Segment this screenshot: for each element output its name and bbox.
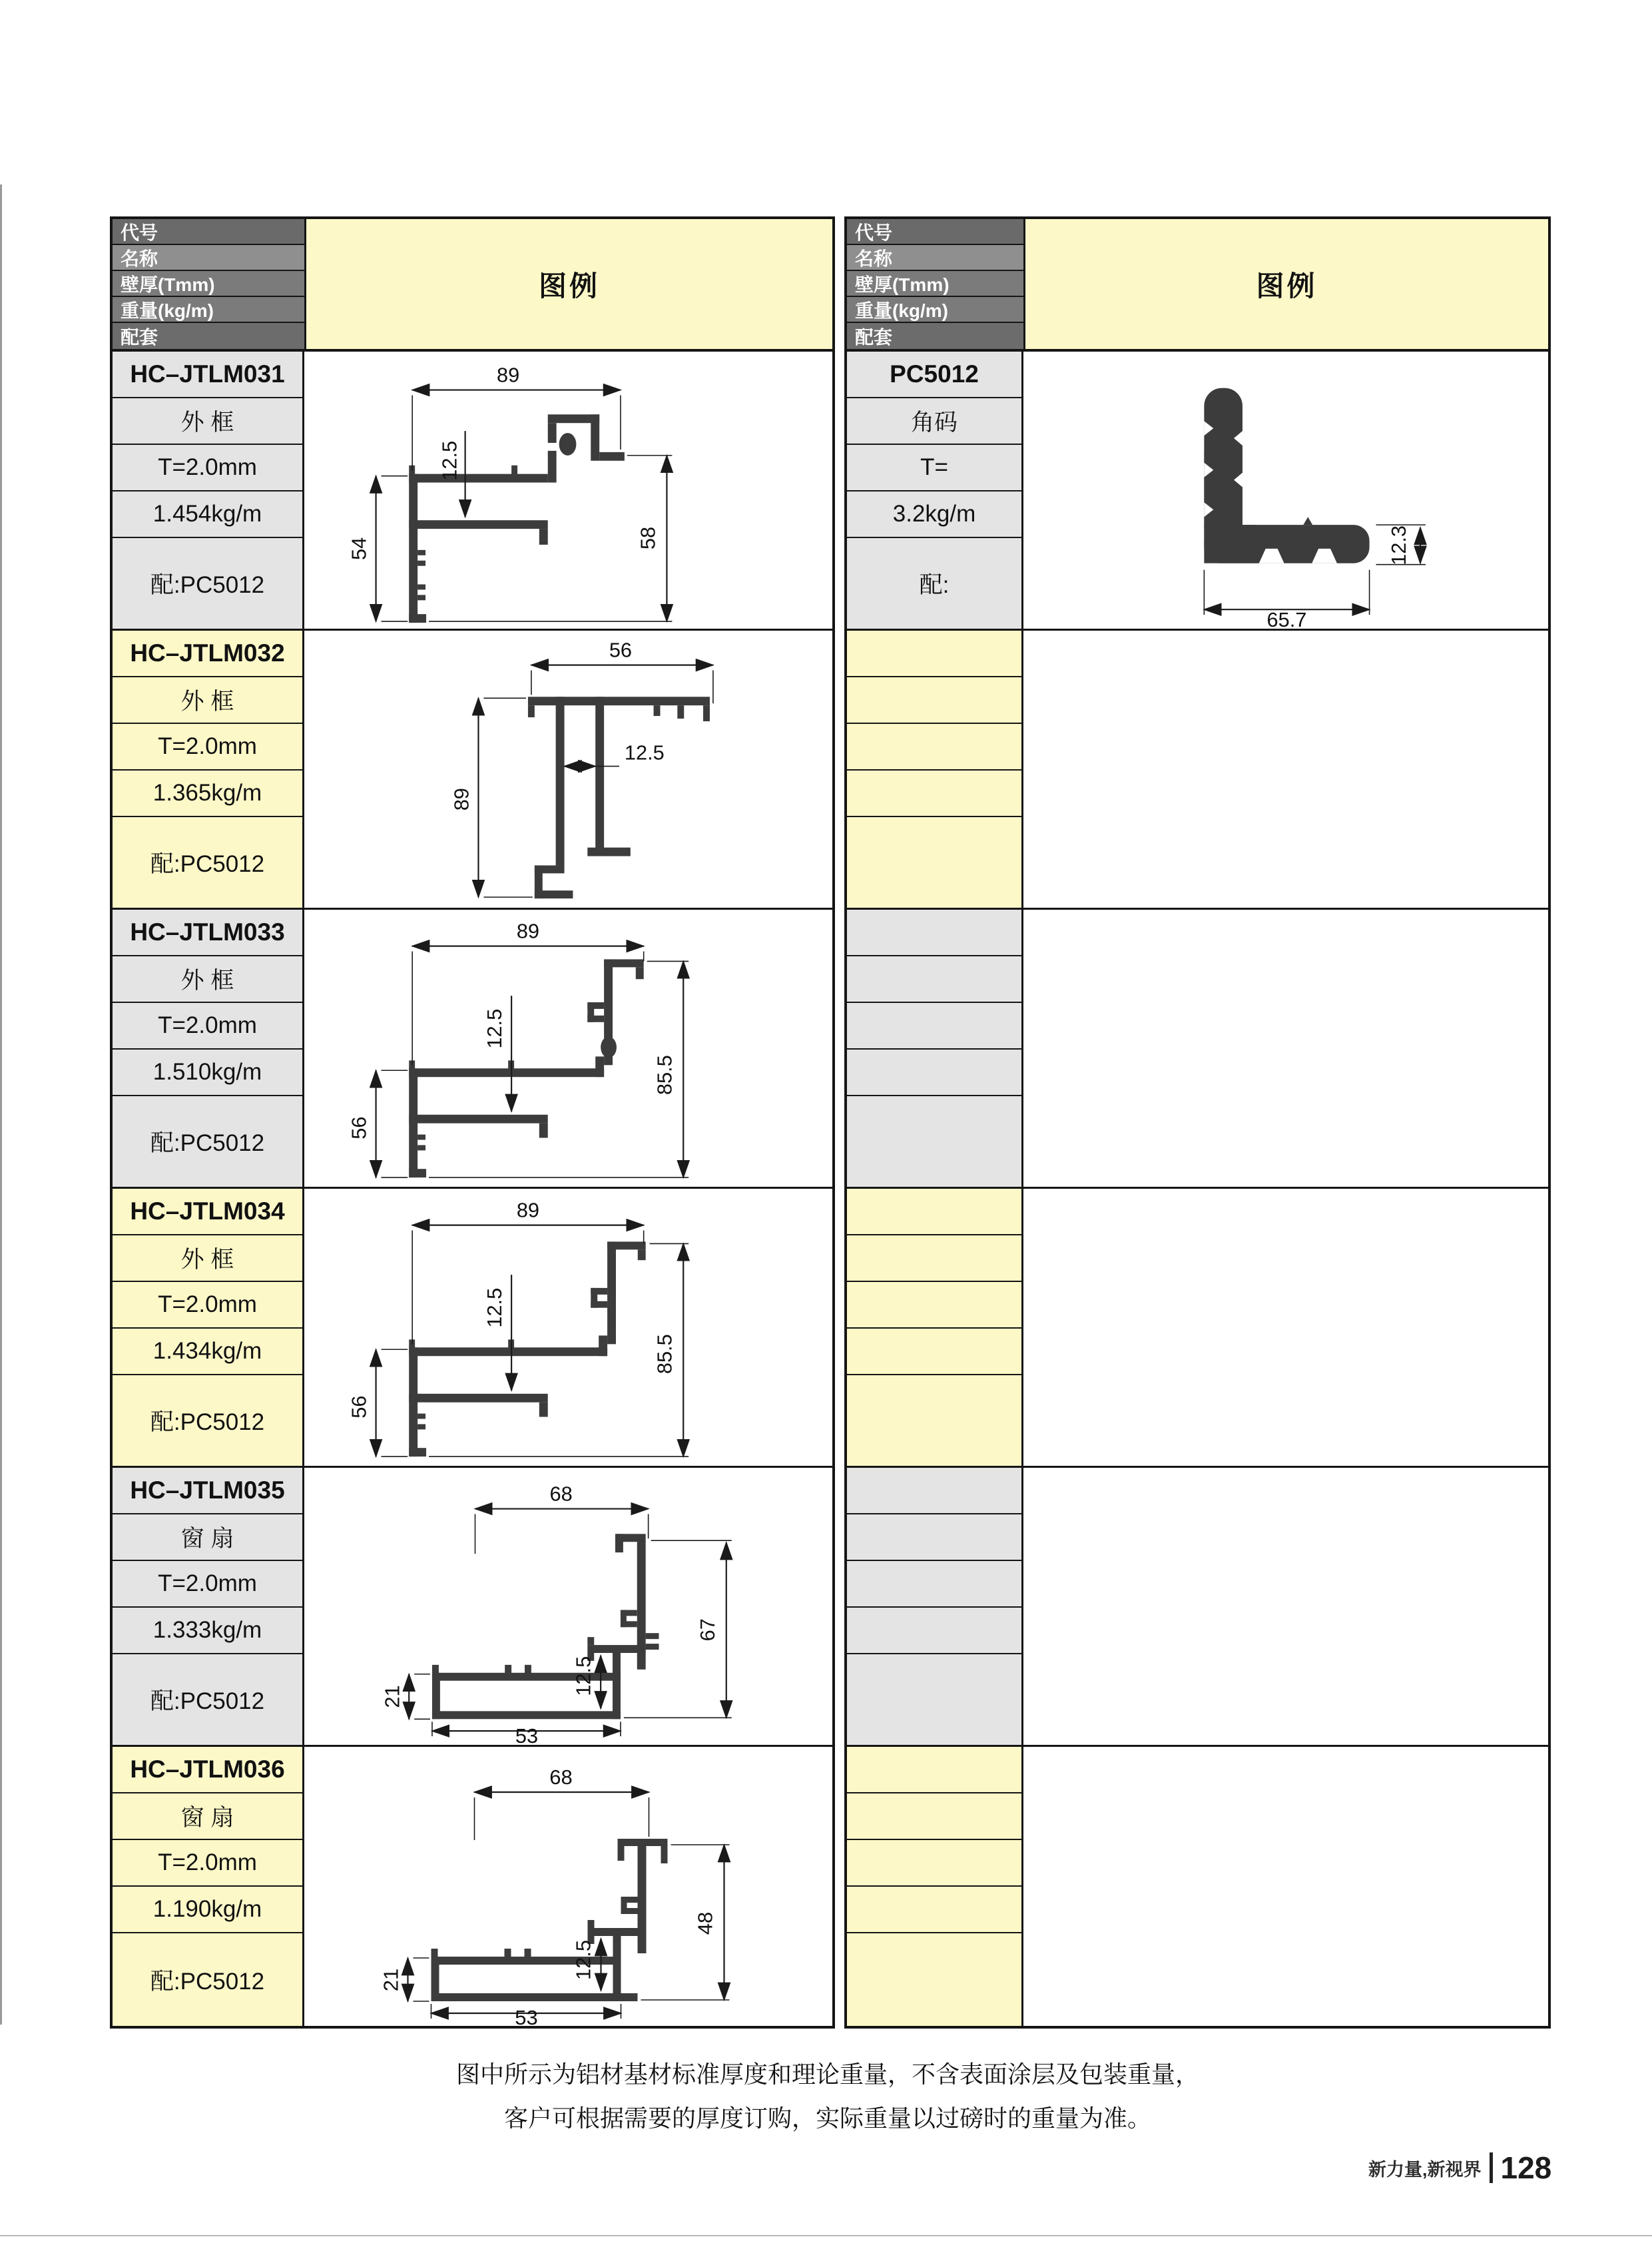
profile-name bbox=[847, 956, 1021, 1003]
profile-accessory: 配:PC5012 bbox=[113, 1096, 302, 1187]
footer-note bbox=[110, 2053, 1545, 2140]
profile-weight bbox=[847, 1608, 1021, 1654]
dim-top: 89 bbox=[516, 919, 540, 943]
cross-section-drawing-036 bbox=[304, 1747, 832, 2026]
profile-name bbox=[847, 677, 1021, 724]
table-row-empty bbox=[847, 910, 1548, 1189]
profile-code: HC–JTLM035 bbox=[113, 1468, 302, 1514]
table-row bbox=[113, 352, 832, 631]
page-number: 128 bbox=[1500, 2150, 1552, 2185]
profile-weight: 3.2kg/m bbox=[847, 491, 1021, 538]
profile-code: HC–JTLM032 bbox=[113, 631, 302, 677]
header-legend: 图例 bbox=[306, 219, 832, 349]
profile-drawing-cell bbox=[1023, 910, 1548, 1187]
dim-left: 56 bbox=[347, 1395, 371, 1419]
profile-drawing-cell bbox=[304, 1747, 832, 2026]
profile-drawing-cell bbox=[1023, 1747, 1548, 2026]
profile-accessory bbox=[847, 1933, 1021, 2026]
table-row bbox=[113, 1468, 832, 1747]
profile-accessory bbox=[847, 1096, 1021, 1187]
cross-section-drawing-032 bbox=[304, 631, 832, 908]
dim-inner: 12.5 bbox=[483, 1008, 507, 1049]
profile-code: HC–JTLM036 bbox=[113, 1747, 302, 1793]
profile-table-left bbox=[110, 216, 835, 2029]
header-label-column bbox=[847, 219, 1025, 349]
profile-weight bbox=[847, 1050, 1021, 1096]
dim-bottom: 53 bbox=[515, 1724, 539, 1745]
dim-left: 89 bbox=[449, 788, 473, 811]
left-crop-mark bbox=[0, 184, 2, 2025]
table-row-empty bbox=[847, 1747, 1548, 2026]
header-thickness: 壁厚(Tmm) bbox=[113, 271, 304, 297]
header-thickness: 壁厚(Tmm) bbox=[847, 271, 1023, 297]
dim-right: 48 bbox=[693, 1911, 717, 1935]
dim-inner: 12.5 bbox=[571, 1939, 595, 1981]
cross-section-drawing-033 bbox=[304, 910, 832, 1187]
table-row bbox=[113, 1747, 832, 2026]
brand-separator bbox=[1490, 2152, 1493, 2183]
profile-code bbox=[847, 1747, 1021, 1793]
profile-accessory: 配:PC5012 bbox=[113, 1933, 302, 2026]
profile-drawing-cell bbox=[304, 1468, 832, 1745]
header-legend: 图例 bbox=[1025, 219, 1548, 349]
profile-thickness: T=2.0mm bbox=[113, 724, 302, 771]
dim-bottom: 65.7 bbox=[1266, 608, 1307, 629]
brand-slogan: 新力量,新视界 bbox=[1368, 2159, 1482, 2180]
profile-accessory: 配:PC5012 bbox=[113, 538, 302, 629]
profile-weight bbox=[847, 771, 1021, 817]
row-labels bbox=[847, 910, 1023, 1187]
profile-drawing-cell bbox=[1023, 352, 1548, 629]
dim-inner: 12.5 bbox=[624, 741, 665, 765]
dim-left: 54 bbox=[347, 537, 371, 560]
table-row bbox=[113, 631, 832, 910]
table-row bbox=[113, 910, 832, 1189]
dim-top: 68 bbox=[549, 1482, 573, 1506]
profile-accessory: 配: bbox=[847, 538, 1021, 629]
dim-side: 12.3 bbox=[1387, 525, 1411, 565]
row-labels bbox=[847, 1468, 1023, 1745]
profile-drawing-cell bbox=[304, 631, 832, 908]
profile-name: 窗 扇 bbox=[113, 1514, 302, 1561]
profile-name: 窗 扇 bbox=[113, 1793, 302, 1840]
row-labels bbox=[113, 352, 304, 629]
row-labels bbox=[113, 631, 304, 908]
profile-weight: 1.365kg/m bbox=[113, 771, 302, 817]
profile-accessory bbox=[847, 817, 1021, 908]
profile-thickness: T=2.0mm bbox=[113, 1840, 302, 1887]
profile-code: HC–JTLM034 bbox=[113, 1189, 302, 1235]
profile-name bbox=[847, 1793, 1021, 1840]
row-labels bbox=[847, 352, 1023, 629]
profile-thickness: T= bbox=[847, 445, 1021, 491]
dim-left: 21 bbox=[379, 1968, 403, 1992]
profile-drawing-cell bbox=[304, 1189, 832, 1466]
header-code: 代号 bbox=[113, 219, 304, 245]
table-row-empty bbox=[847, 631, 1548, 910]
dim-inner: 12.5 bbox=[483, 1287, 507, 1328]
dim-right: 58 bbox=[636, 526, 660, 550]
profile-drawing-cell bbox=[304, 352, 832, 629]
profile-accessory: 配:PC5012 bbox=[113, 817, 302, 908]
row-labels bbox=[113, 1747, 304, 2026]
dim-inner: 12.5 bbox=[571, 1656, 595, 1696]
profile-thickness: T=2.0mm bbox=[113, 445, 302, 491]
profile-thickness bbox=[847, 1282, 1021, 1329]
profile-drawing-cell bbox=[1023, 631, 1548, 908]
profile-weight: 1.454kg/m bbox=[113, 491, 302, 538]
profile-code bbox=[847, 1468, 1021, 1514]
profile-code bbox=[847, 910, 1021, 956]
table-header bbox=[113, 219, 832, 352]
profile-weight bbox=[847, 1887, 1021, 1933]
table-row-empty bbox=[847, 1189, 1548, 1468]
profile-accessory: 配:PC5012 bbox=[113, 1375, 302, 1466]
header-weight: 重量(kg/m) bbox=[113, 297, 304, 323]
dim-right: 85.5 bbox=[653, 1055, 677, 1096]
profile-name bbox=[847, 1235, 1021, 1282]
footer-note-line1: 图中所示为铝材基材标准厚度和理论重量，不含表面涂层及包装重量， bbox=[455, 2061, 1199, 2088]
dim-top: 56 bbox=[609, 638, 633, 662]
header-accessory: 配套 bbox=[847, 323, 1023, 349]
dim-top: 68 bbox=[549, 1765, 573, 1789]
page-bottom-rule bbox=[0, 2235, 1652, 2236]
profile-accessory bbox=[847, 1375, 1021, 1466]
profile-thickness bbox=[847, 724, 1021, 771]
profile-code bbox=[847, 631, 1021, 677]
row-labels bbox=[847, 1747, 1023, 2026]
profile-name: 外 框 bbox=[113, 1235, 302, 1282]
profile-code: HC–JTLM033 bbox=[113, 910, 302, 956]
profile-name: 外 框 bbox=[113, 398, 302, 445]
profile-drawing-cell bbox=[304, 910, 832, 1187]
header-accessory: 配套 bbox=[113, 323, 304, 349]
profile-code bbox=[847, 1189, 1021, 1235]
row-labels bbox=[113, 910, 304, 1187]
profile-thickness bbox=[847, 1003, 1021, 1050]
cross-section-drawing-pc5012 bbox=[1023, 352, 1548, 629]
table-row-empty bbox=[847, 1468, 1548, 1747]
profile-thickness: T=2.0mm bbox=[113, 1282, 302, 1329]
dim-right: 85.5 bbox=[653, 1334, 677, 1375]
dim-inner: 12.5 bbox=[437, 440, 461, 481]
row-labels bbox=[847, 631, 1023, 908]
profile-weight bbox=[847, 1329, 1021, 1375]
row-labels bbox=[847, 1189, 1023, 1466]
dim-left: 56 bbox=[347, 1116, 371, 1139]
profile-table-right bbox=[844, 216, 1551, 2029]
profile-weight: 1.190kg/m bbox=[113, 1887, 302, 1933]
table-row bbox=[847, 352, 1548, 631]
profile-thickness bbox=[847, 1561, 1021, 1608]
cross-section-drawing-034 bbox=[304, 1189, 832, 1466]
dim-top: 89 bbox=[516, 1198, 540, 1222]
footer-note-line2: 客户可根据需要的厚度订购，实际重量以过磅时的重量为准。 bbox=[503, 2104, 1151, 2132]
header-name: 名称 bbox=[847, 245, 1023, 271]
row-labels bbox=[113, 1189, 304, 1466]
profile-code: PC5012 bbox=[847, 352, 1021, 398]
profile-weight: 1.510kg/m bbox=[113, 1050, 302, 1096]
profile-accessory bbox=[847, 1654, 1021, 1745]
profile-weight: 1.333kg/m bbox=[113, 1608, 302, 1654]
profile-thickness bbox=[847, 1840, 1021, 1887]
profile-code: HC–JTLM031 bbox=[113, 352, 302, 398]
dim-top: 89 bbox=[497, 363, 520, 387]
page-brand bbox=[1368, 2150, 1551, 2186]
header-name: 名称 bbox=[113, 245, 304, 271]
profile-name: 外 框 bbox=[113, 677, 302, 724]
cross-section-drawing-035 bbox=[304, 1468, 832, 1745]
header-code: 代号 bbox=[847, 219, 1023, 245]
dim-left: 21 bbox=[380, 1685, 404, 1708]
dim-right: 67 bbox=[695, 1618, 719, 1642]
profile-name: 角码 bbox=[847, 398, 1021, 445]
profile-weight: 1.434kg/m bbox=[113, 1329, 302, 1375]
row-labels bbox=[113, 1468, 304, 1745]
profile-drawing-cell bbox=[1023, 1468, 1548, 1745]
profile-drawing-cell bbox=[1023, 1189, 1548, 1466]
profile-name: 外 框 bbox=[113, 956, 302, 1003]
table-row bbox=[113, 1189, 832, 1468]
profile-accessory: 配:PC5012 bbox=[113, 1654, 302, 1745]
dim-bottom: 53 bbox=[515, 2006, 538, 2026]
profile-name bbox=[847, 1514, 1021, 1561]
table-header bbox=[847, 219, 1548, 352]
header-weight: 重量(kg/m) bbox=[847, 297, 1023, 323]
header-label-column bbox=[113, 219, 306, 349]
cross-section-drawing-031 bbox=[304, 352, 832, 629]
profile-thickness: T=2.0mm bbox=[113, 1561, 302, 1608]
profile-thickness: T=2.0mm bbox=[113, 1003, 302, 1050]
